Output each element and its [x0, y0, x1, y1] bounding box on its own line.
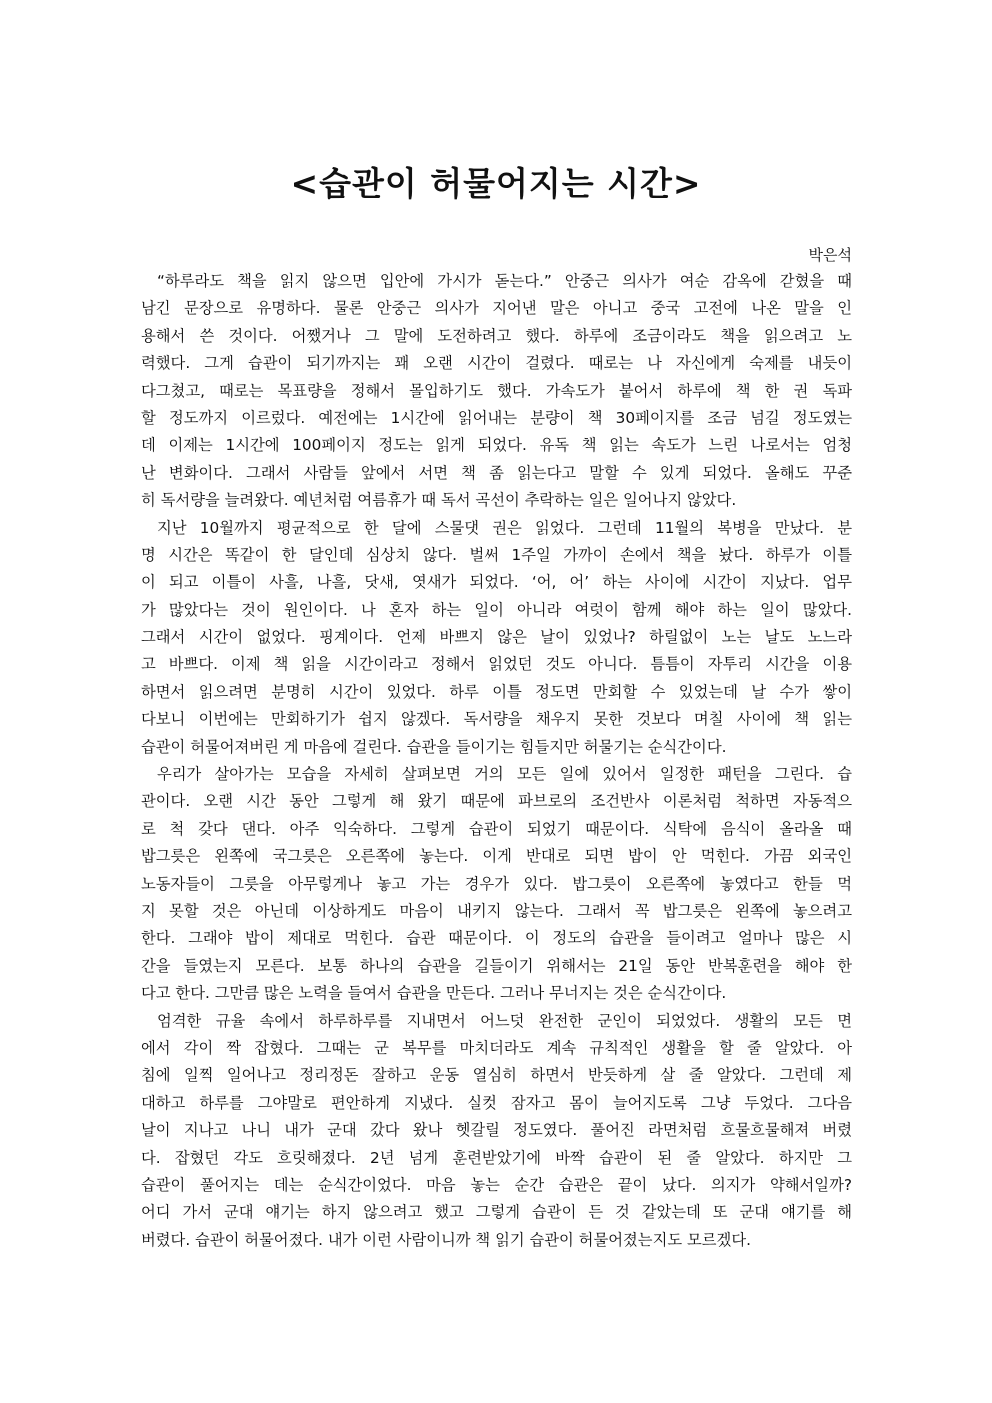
text-line: 고 바쁘다. 이제 책 읽을 시간이라고 정해서 읽었던 것도 아니다. 틈틈이 자투리 시간을 이용 [141, 655, 852, 674]
text-line: 지 못할 것은 아닌데 이상하게도 마음이 내키지 않는다. 그래서 꼭 밥그릇은 왼쪽에 놓으려고 [141, 901, 852, 920]
text-line: 우리가 살아가는 모습을 자세히 살펴보면 거의 모든 일에 있어서 일정한 패턴을 그린다. 습 [157, 765, 852, 784]
text-line: 다그쳤고, 때로는 목표량을 정해서 몰입하기도 했다. 가속도가 붙어서 하루에 책 한 권 독파 [141, 381, 852, 400]
text-line: 어디 가서 군대 얘기는 하지 않으려고 했고 그렇게 습관이 든 것 같았는데 또 군대 얘기를 해 [141, 1203, 852, 1222]
text-line: 력했다. 그게 습관이 되기까지는 꽤 오랜 시간이 걸렸다. 때로는 나 자신에게 숙제를 내듯이 [141, 354, 852, 373]
text-line: 에서 각이 짝 잡혔다. 그때는 군 복무를 마치더라도 계속 규칙적인 생활을 할 줄 알았다. 아 [141, 1038, 852, 1057]
text-line: 로 척 갖다 댄다. 아주 익숙하다. 그렇게 습관이 되었기 때문이다. 식탁에 음식이 올라올 때 [141, 819, 852, 838]
text-line: 침에 일찍 일어나고 정리정돈 잘하고 운동 열심히 하면서 반듯하게 살 줄 알았다. 그런데 제 [141, 1066, 852, 1085]
document-body [141, 268, 852, 1254]
text-line: 난 변화이다. 그래서 사람들 앞에서 서면 책 좀 읽는다고 말할 수 있게 되었다. 올해도 꾸준 [141, 463, 852, 482]
text-line: 이 되고 이틀이 사흘, 나흘, 닷새, 엿새가 되었다. ‘어, 어’ 하는 사이에 시간이 지났다. 업무 [141, 573, 852, 592]
text-line: 그래서 시간이 없었다. 핑계이다. 언제 바쁘지 않은 날이 있었나? 하릴없이 노는 날도 노느라 [141, 628, 852, 647]
text-line: 남긴 문장으로 유명하다. 물론 안중근 의사가 지어낸 말은 아니고 중국 고전에 나온 말을 인 [141, 299, 852, 318]
text-line: 습관이 풀어지는 데는 순식간이었다. 마음 놓는 순간 습관은 끝이 났다. 의지가 약해서일까? [141, 1175, 852, 1194]
author-name: 박은석 [808, 246, 852, 264]
text-line: 한다. 그래야 밥이 제대로 먹힌다. 습관 때문이다. 이 정도의 습관을 들이려고 얼마나 많은 시 [141, 929, 852, 948]
text-line: 할 정도까지 이르렀다. 예전에는 1시간에 읽어내는 분량이 책 30페이지를 조금 넘길 정도였는 [141, 408, 852, 427]
text-line: 다고 한다. 그만큼 많은 노력을 들여서 습관을 만든다. 그러나 무너지는 것은 순식간이다. [141, 984, 727, 1003]
text-line: 가 많았다는 것이 원인이다. 나 혼자 하는 일이 아니라 여럿이 함께 해야 하는 일이 많았다. [141, 600, 852, 619]
text-line: 관이다. 오랜 시간 동안 그렇게 해 왔기 때문에 파브로의 조건반사 이론처럼 척하면 자동적으 [141, 792, 852, 811]
text-line: 지난 10월까지 평균적으로 한 달에 스물댓 권은 읽었다. 그런데 11월의 복병을 만났다. 분 [157, 518, 852, 537]
text-line: 하면서 읽으려면 분명히 시간이 있었다. 하루 이틀 정도면 만회할 수 있었는데 날 수가 쌓이 [141, 682, 852, 701]
paragraph [141, 515, 852, 762]
text-line: 엄격한 규율 속에서 하루하루를 지내면서 어느덧 완전한 군인이 되었었다. 생활의 모든 면 [157, 1011, 852, 1030]
text-line: 습관이 허물어져버린 게 마음에 걸린다. 습관을 들이기는 힘들지만 허물기는 순식간이다. [141, 737, 727, 756]
paragraph [141, 1008, 852, 1255]
document-title: <습관이 허물어지는 시간> [290, 164, 702, 203]
text-line: 히 독서량을 늘려왔다. 예년처럼 여름휴가 때 독서 곡선이 추락하는 일은 일어나지 않았다. [141, 491, 737, 510]
text-line: 간을 들였는지 모른다. 보통 하나의 습관을 길들이기 위해서는 21일 동안 반복훈련을 해야 한 [141, 956, 852, 975]
text-line: 노동자들이 그릇을 아무렇게나 놓고 가는 경우가 있다. 밥그릇이 오른쪽에 놓였다고 한들 먹 [141, 874, 852, 893]
text-line: 다보니 이번에는 만회하기가 쉽지 않겠다. 독서량을 채우지 못한 것보다 며칠 사이에 책 읽는 [141, 710, 852, 729]
paragraph [141, 268, 852, 515]
text-line: 날이 지나고 나니 내가 군대 갔다 왔나 헷갈릴 정도였다. 풀어진 라면처럼 흐물흐물해져 버렸 [141, 1121, 852, 1140]
text-line: 버렸다. 습관이 허물어졌다. 내가 이런 사람이니까 책 읽기 습관이 허물어졌는지도 모르겠다. [141, 1230, 751, 1249]
text-line: 밥그릇은 왼쪽에 국그릇은 오른쪽에 놓는다. 이게 반대로 되면 밥이 안 먹힌다. 가끔 외국인 [141, 847, 852, 866]
text-line: 다. 잡혔던 각도 흐릿해졌다. 2년 넘게 훈련받았기에 바짝 습관이 된 줄 알았다. 하지만 그 [141, 1148, 852, 1167]
text-line: 데 이제는 1시간에 100페이지 정도는 읽게 되었다. 유독 책 읽는 속도가 느린 나로서는 엄청 [141, 436, 852, 455]
text-line: 대하고 하루를 그야말로 편안하게 지냈다. 실컷 잠자고 몸이 늘어지도록 그냥 두었다. 그다음 [141, 1093, 852, 1112]
text-line: 명 시간은 똑같이 한 달인데 심상치 않다. 벌써 1주일 가까이 손에서 책을 놨다. 하루가 이틀 [141, 545, 852, 564]
text-line: 용해서 쓴 것이다. 어쨌거나 그 말에 도전하려고 했다. 하루에 조금이라도 책을 읽으려고 노 [141, 326, 852, 345]
paragraph [141, 761, 852, 1008]
text-line: “하루라도 책을 읽지 않으면 입안에 가시가 돋는다.” 안중근 의사가 여순 감옥에 갇혔을 때 [157, 272, 852, 290]
